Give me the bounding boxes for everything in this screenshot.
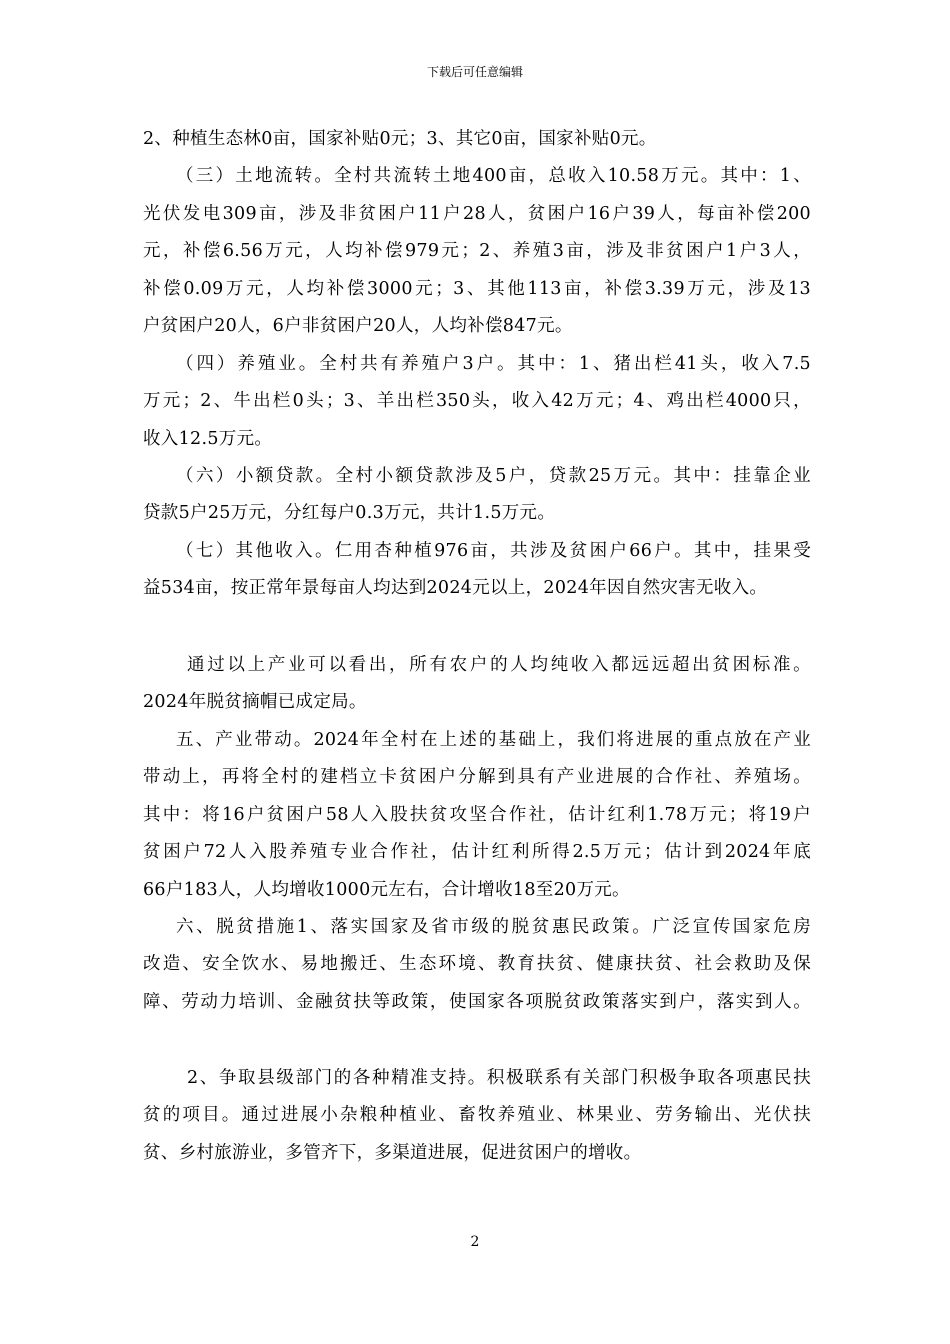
text-line: 户贫困户20人，6户非贫困户20人，人均补偿847元。 bbox=[143, 316, 573, 336]
text-line: 2、种植生态林0亩，国家补贴0元；3、其它0亩，国家补贴0元。 bbox=[143, 129, 657, 149]
text-line: 元，补偿6.56万元，人均补偿979元；2、养殖3亩，涉及非贫困户1户3人， bbox=[143, 241, 811, 261]
text-line: 2024年脱贫摘帽已成定局。 bbox=[143, 692, 367, 712]
text-line: 补偿0.09万元，人均补偿3000元；3、其他113亩，补偿3.39万元，涉及13 bbox=[143, 279, 811, 299]
text-line: 贷款5户25万元，分红每户0.3万元，共计1.5万元。 bbox=[143, 503, 556, 523]
text-line: 障、劳动力培训、金融贫扶等政策，使国家各项脱贫政策落实到户，落实到人。 bbox=[143, 992, 811, 1012]
text-line: 贫、乡村旅游业，多管齐下，多渠道进展，促进贫困户的增收。 bbox=[143, 1143, 642, 1163]
text-line: 六、脱贫措施1、落实国家及省市级的脱贫惠民政策。广泛宣传国家危房 bbox=[176, 917, 811, 937]
text-line: 贫的项目。通过进展小杂粮种植业、畜牧养殖业、林果业、劳务输出、光伏扶 bbox=[143, 1105, 811, 1125]
text-line: 收入12.5万元。 bbox=[143, 429, 273, 449]
text-line: （六）小额贷款。全村小额贷款涉及5户，贷款25万元。其中：挂靠企业 bbox=[176, 466, 811, 486]
text-line: 光伏发电309亩，涉及非贫困户11户28人，贫困户16户39人，每亩补偿200 bbox=[143, 204, 811, 224]
text-line: 2、争取县级部门的各种精准支持。积极联系有关部门积极争取各项惠民扶 bbox=[187, 1068, 811, 1088]
text-line: 贫困户72人入股养殖专业合作社，估计红利所得2.5万元；估计到2024年底 bbox=[143, 842, 811, 862]
text-line: （四）养殖业。全村共有养殖户3户。其中：1、猪出栏41头，收入7.5 bbox=[176, 354, 811, 374]
page-header: 下载后可任意编辑 bbox=[426, 65, 523, 79]
text-line: 其中：将16户贫困户58人入股扶贫攻坚合作社，估计红利1.78万元；将19户 bbox=[143, 805, 811, 825]
text-line: 改造、安全饮水、易地搬迁、生态环境、教育扶贫、健康扶贫、社会救助及保 bbox=[143, 954, 811, 974]
text-line: 五、产业带动。2024年全村在上述的基础上，我们将进展的重点放在产业 bbox=[176, 730, 811, 750]
text-line: 益534亩，按正常年景每亩人均达到2024元以上，2024年因自然灾害无收入。 bbox=[143, 578, 768, 598]
text-line: 带动上，再将全村的建档立卡贫困户分解到具有产业进展的合作社、养殖场。 bbox=[143, 767, 811, 787]
text-line: （三）土地流转。全村共流转土地400亩，总收入10.58万元。其中：1、 bbox=[176, 166, 811, 186]
text-line: 通过以上产业可以看出，所有农户的人均纯收入都远远超出贫困标准。 bbox=[187, 655, 811, 675]
text-line: （七）其他收入。仁用杏种植976亩，共涉及贫困户66户。其中，挂果受 bbox=[176, 541, 811, 561]
text-line: 万元；2、牛出栏0头；3、羊出栏350头，收入42万元；4、鸡出栏4000只， bbox=[143, 391, 811, 411]
text-line: 66户183人，人均增收1000元左右，合计增收18至20万元。 bbox=[143, 880, 630, 900]
page-number: 2 bbox=[470, 1234, 480, 1250]
